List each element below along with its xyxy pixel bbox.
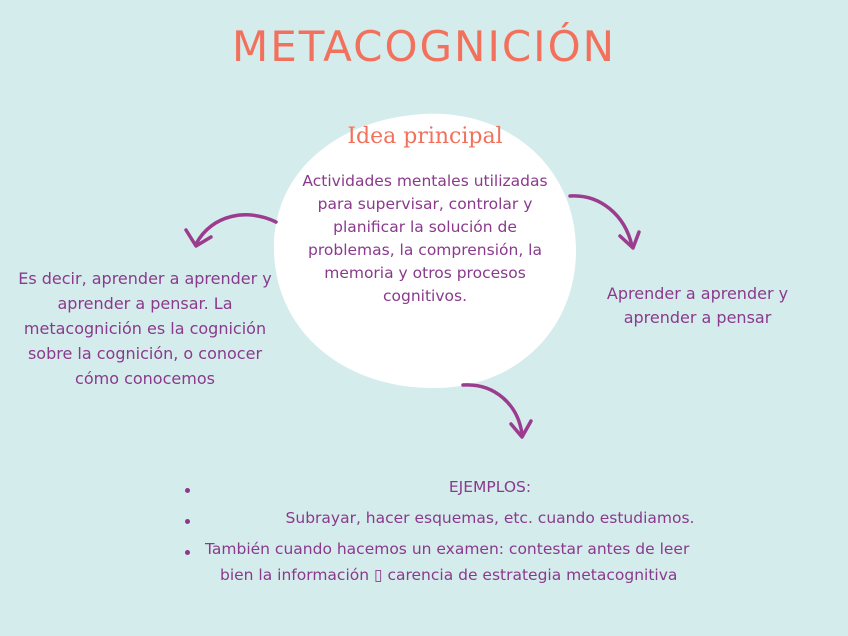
- examples-label: EJEMPLOS:: [448, 478, 532, 496]
- page-title: METACOGNICIÓN: [231, 22, 617, 71]
- example-item-1: Subrayar, hacer esquemas, etc. cuando estudiamos.: [285, 509, 695, 527]
- examples-list: [185, 478, 795, 584]
- right-explanation: Aprender a aprender y aprender a pensar: [606, 284, 789, 327]
- left-explanation: Es decir, aprender a aprender y aprender a pensar. La metacognición es la cognición sobre la cognición, o conocer cómo conocemos: [18, 269, 272, 388]
- example-item-2-continued: bien la información ▯ carencia de estrategia metacognitiva: [220, 566, 678, 584]
- bullet-icon: [185, 550, 190, 555]
- center-heading: Idea principal: [347, 124, 503, 149]
- list-item: [185, 478, 795, 509]
- center-body: Actividades mentales utilizadas para supervisar, controlar y planificar la solución de problemas, la comprensión, la memoria y otros procesos cognitivos.: [302, 172, 548, 305]
- example-item-2: También cuando hacemos un examen: contestar antes de leer: [205, 540, 690, 558]
- list-item: [185, 509, 795, 540]
